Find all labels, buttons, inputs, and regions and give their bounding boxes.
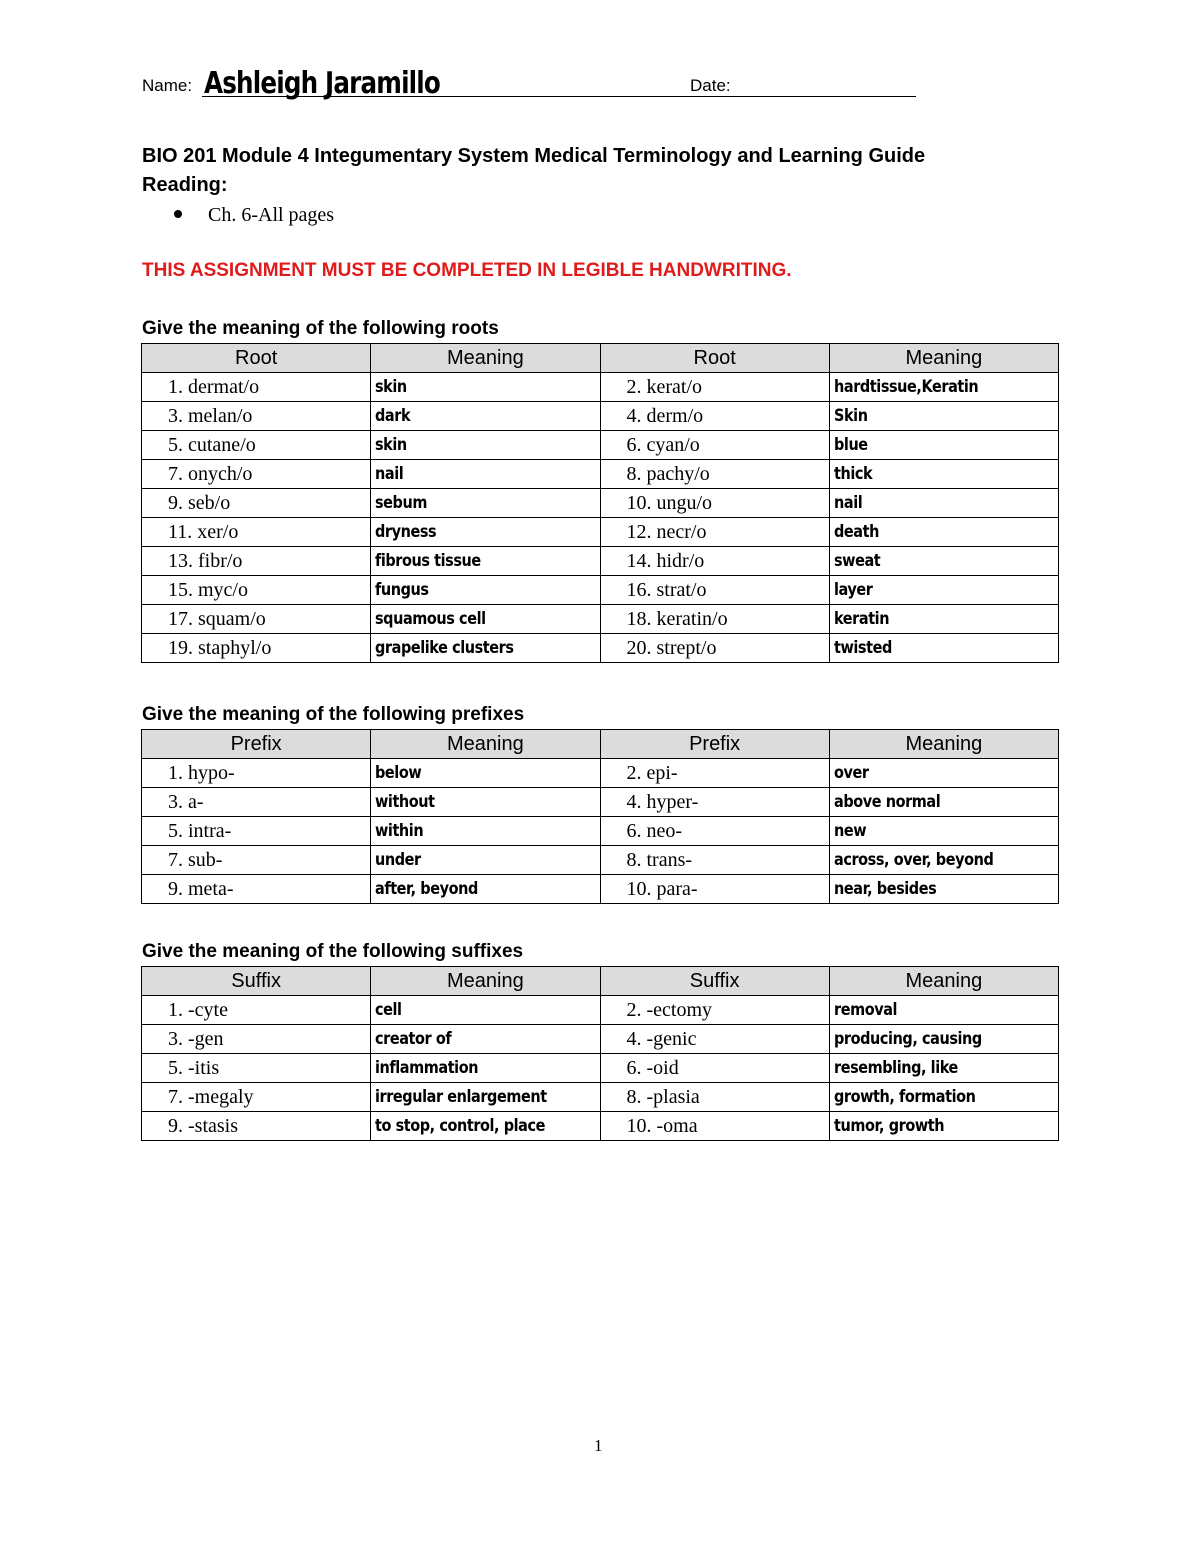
answer-cell (371, 1054, 600, 1083)
term-cell: 9. meta- (142, 875, 371, 904)
answer-cell (829, 875, 1058, 904)
answer-cell (829, 817, 1058, 846)
table-header-row (142, 344, 1059, 373)
date-label: Date: (690, 76, 731, 95)
handwritten-answer: new (833, 821, 866, 841)
bullet-icon (174, 210, 182, 218)
answer-cell (829, 547, 1058, 576)
answer-cell (829, 1112, 1058, 1141)
handwritten-answer: across, over, beyond (833, 850, 994, 870)
column-header: Suffix (142, 967, 371, 996)
term-cell: 14. hidr/o (600, 547, 829, 576)
answer-cell (371, 605, 600, 634)
answer-cell (371, 759, 600, 788)
term-cell: 17. squam/o (142, 605, 371, 634)
prefixes-table (141, 729, 1059, 904)
answer-cell (371, 518, 600, 547)
suffixes-table (141, 966, 1059, 1141)
term-cell: 5. intra- (142, 817, 371, 846)
answer-cell (371, 634, 600, 663)
term-cell: 9. -stasis (142, 1112, 371, 1141)
answer-cell (371, 576, 600, 605)
handwritten-answer: blue (833, 435, 868, 455)
handwritten-answer: to stop, control, place (375, 1116, 546, 1136)
handwritten-answer: tumor, growth (833, 1116, 944, 1136)
term-cell: 6. -oid (600, 1054, 829, 1083)
handwritten-answer: under (375, 850, 421, 870)
table-row (142, 1054, 1059, 1083)
term-cell: 7. onych/o (142, 460, 371, 489)
term-cell: 8. -plasia (600, 1083, 829, 1112)
table-row (142, 788, 1059, 817)
term-cell: 4. -genic (600, 1025, 829, 1054)
table-row (142, 489, 1059, 518)
term-cell: 8. pachy/o (600, 460, 829, 489)
answer-cell (829, 634, 1058, 663)
column-header: Meaning (829, 967, 1058, 996)
handwritten-answer: keratin (833, 609, 889, 629)
answer-cell (371, 402, 600, 431)
handwritten-answer: above normal (833, 792, 941, 812)
handwritten-answer: growth, formation (833, 1087, 976, 1107)
answer-cell (371, 489, 600, 518)
term-cell: 5. -itis (142, 1054, 371, 1083)
handwritten-answer: skin (375, 377, 408, 397)
handwritten-answer: over (833, 763, 869, 783)
term-cell: 4. derm/o (600, 402, 829, 431)
handwriting-warning: THIS ASSIGNMENT MUST BE COMPLETED IN LEGIBLE HANDWRITING. (142, 260, 792, 281)
term-cell: 3. melan/o (142, 402, 371, 431)
handwritten-answer: below (375, 763, 422, 783)
handwritten-answer: skin (375, 435, 408, 455)
answer-cell (829, 759, 1058, 788)
column-header: Meaning (829, 730, 1058, 759)
name-label: Name: (142, 76, 193, 95)
roots-table (141, 343, 1059, 663)
handwritten-answer: removal (833, 1000, 897, 1020)
table-row (142, 759, 1059, 788)
roots-heading: Give the meaning of the following roots (142, 318, 499, 339)
page-number: 1 (594, 1436, 603, 1455)
handwritten-answer: squamous cell (375, 609, 486, 629)
prefixes-heading: Give the meaning of the following prefixes (142, 704, 525, 725)
handwritten-answer: dark (375, 406, 411, 426)
name-date-row (142, 66, 922, 106)
term-cell: 2. -ectomy (600, 996, 829, 1025)
term-cell: 4. hyper- (600, 788, 829, 817)
answer-cell (829, 431, 1058, 460)
answer-cell (829, 518, 1058, 547)
answer-cell (371, 460, 600, 489)
answer-cell (829, 996, 1058, 1025)
term-cell: 1. dermat/o (142, 373, 371, 402)
term-cell: 6. neo- (600, 817, 829, 846)
handwritten-answer: Skin (833, 406, 868, 426)
answer-cell (829, 489, 1058, 518)
answer-cell (829, 1083, 1058, 1112)
handwritten-answer: nail (375, 464, 404, 484)
column-header: Meaning (371, 967, 600, 996)
handwritten-answer: near, besides (833, 879, 937, 899)
handwritten-answer: inflammation (375, 1058, 479, 1078)
table-row (142, 547, 1059, 576)
table-row (142, 576, 1059, 605)
answer-cell (371, 817, 600, 846)
handwritten-answer: hardtissue,Keratin (833, 377, 979, 397)
answer-cell (829, 1025, 1058, 1054)
answer-cell (829, 576, 1058, 605)
column-header: Root (142, 344, 371, 373)
term-cell: 6. cyan/o (600, 431, 829, 460)
handwritten-answer: cell (375, 1000, 402, 1020)
term-cell: 18. keratin/o (600, 605, 829, 634)
term-cell: 15. myc/o (142, 576, 371, 605)
term-cell: 3. -gen (142, 1025, 371, 1054)
handwritten-answer: within (375, 821, 424, 841)
column-header: Prefix (142, 730, 371, 759)
column-header: Meaning (371, 344, 600, 373)
term-cell: 1. hypo- (142, 759, 371, 788)
table-header-row (142, 730, 1059, 759)
handwritten-answer: fibrous tissue (375, 551, 482, 571)
column-header: Meaning (371, 730, 600, 759)
answer-cell (371, 1083, 600, 1112)
answer-cell (371, 875, 600, 904)
handwritten-answer: after, beyond (375, 879, 479, 899)
handwritten-answer: creator of (375, 1029, 452, 1049)
term-cell: 10. ungu/o (600, 489, 829, 518)
table-row (142, 996, 1059, 1025)
table-row (142, 518, 1059, 547)
answer-cell (371, 788, 600, 817)
term-cell: 5. cutane/o (142, 431, 371, 460)
term-cell: 16. strat/o (600, 576, 829, 605)
handwritten-answer: sebum (375, 493, 428, 513)
answer-cell (371, 1025, 600, 1054)
term-cell: 20. strept/o (600, 634, 829, 663)
table-row (142, 1083, 1059, 1112)
answer-cell (371, 373, 600, 402)
handwritten-answer: twisted (833, 638, 892, 658)
term-cell: 13. fibr/o (142, 547, 371, 576)
table-row (142, 402, 1059, 431)
document-title: BIO 201 Module 4 Integumentary System Medical Terminology and Learning Guide (142, 145, 926, 167)
handwritten-answer: nail (833, 493, 862, 513)
handwritten-answer: grapelike clusters (375, 638, 514, 658)
answer-cell (829, 846, 1058, 875)
name-handwritten: Ashleigh Jaramillo (204, 66, 440, 101)
term-cell: 7. -megaly (142, 1083, 371, 1112)
handwritten-answer: thick (833, 464, 872, 484)
column-header: Meaning (829, 344, 1058, 373)
date-underline (746, 96, 916, 97)
handwritten-answer: resembling, like (833, 1058, 958, 1078)
reading-item-text: Ch. 6-All pages (208, 204, 335, 226)
suffixes-heading: Give the meaning of the following suffixes (142, 941, 524, 962)
term-cell: 8. trans- (600, 846, 829, 875)
column-header: Suffix (600, 967, 829, 996)
reading-item (174, 204, 334, 227)
term-cell: 2. kerat/o (600, 373, 829, 402)
term-cell: 2. epi- (600, 759, 829, 788)
answer-cell (829, 460, 1058, 489)
term-cell: 10. para- (600, 875, 829, 904)
answer-cell (829, 402, 1058, 431)
answer-cell (829, 373, 1058, 402)
term-cell: 10. -oma (600, 1112, 829, 1141)
table-row (142, 634, 1059, 663)
term-cell: 3. a- (142, 788, 371, 817)
answer-cell (371, 547, 600, 576)
table-header-row (142, 967, 1059, 996)
term-cell: 12. necr/o (600, 518, 829, 547)
table-row (142, 431, 1059, 460)
handwritten-answer: fungus (375, 580, 429, 600)
answer-cell (371, 846, 600, 875)
answer-cell (371, 1112, 600, 1141)
answer-cell (829, 605, 1058, 634)
table-row (142, 460, 1059, 489)
term-cell: 7. sub- (142, 846, 371, 875)
answer-cell (371, 996, 600, 1025)
term-cell: 9. seb/o (142, 489, 371, 518)
reading-label: Reading: (142, 174, 228, 196)
handwritten-answer: without (375, 792, 435, 812)
answer-cell (371, 431, 600, 460)
handwritten-answer: sweat (833, 551, 881, 571)
table-row (142, 846, 1059, 875)
answer-cell (829, 788, 1058, 817)
column-header: Root (600, 344, 829, 373)
table-row (142, 1025, 1059, 1054)
table-row (142, 373, 1059, 402)
table-row (142, 875, 1059, 904)
term-cell: 1. -cyte (142, 996, 371, 1025)
handwritten-answer: producing, causing (833, 1029, 982, 1049)
handwritten-answer: death (833, 522, 879, 542)
table-row (142, 817, 1059, 846)
table-row (142, 1112, 1059, 1141)
term-cell: 11. xer/o (142, 518, 371, 547)
answer-cell (829, 1054, 1058, 1083)
column-header: Prefix (600, 730, 829, 759)
term-cell: 19. staphyl/o (142, 634, 371, 663)
handwritten-answer: layer (833, 580, 873, 600)
handwritten-answer: irregular enlargement (375, 1087, 547, 1107)
handwritten-answer: dryness (375, 522, 437, 542)
table-row (142, 605, 1059, 634)
